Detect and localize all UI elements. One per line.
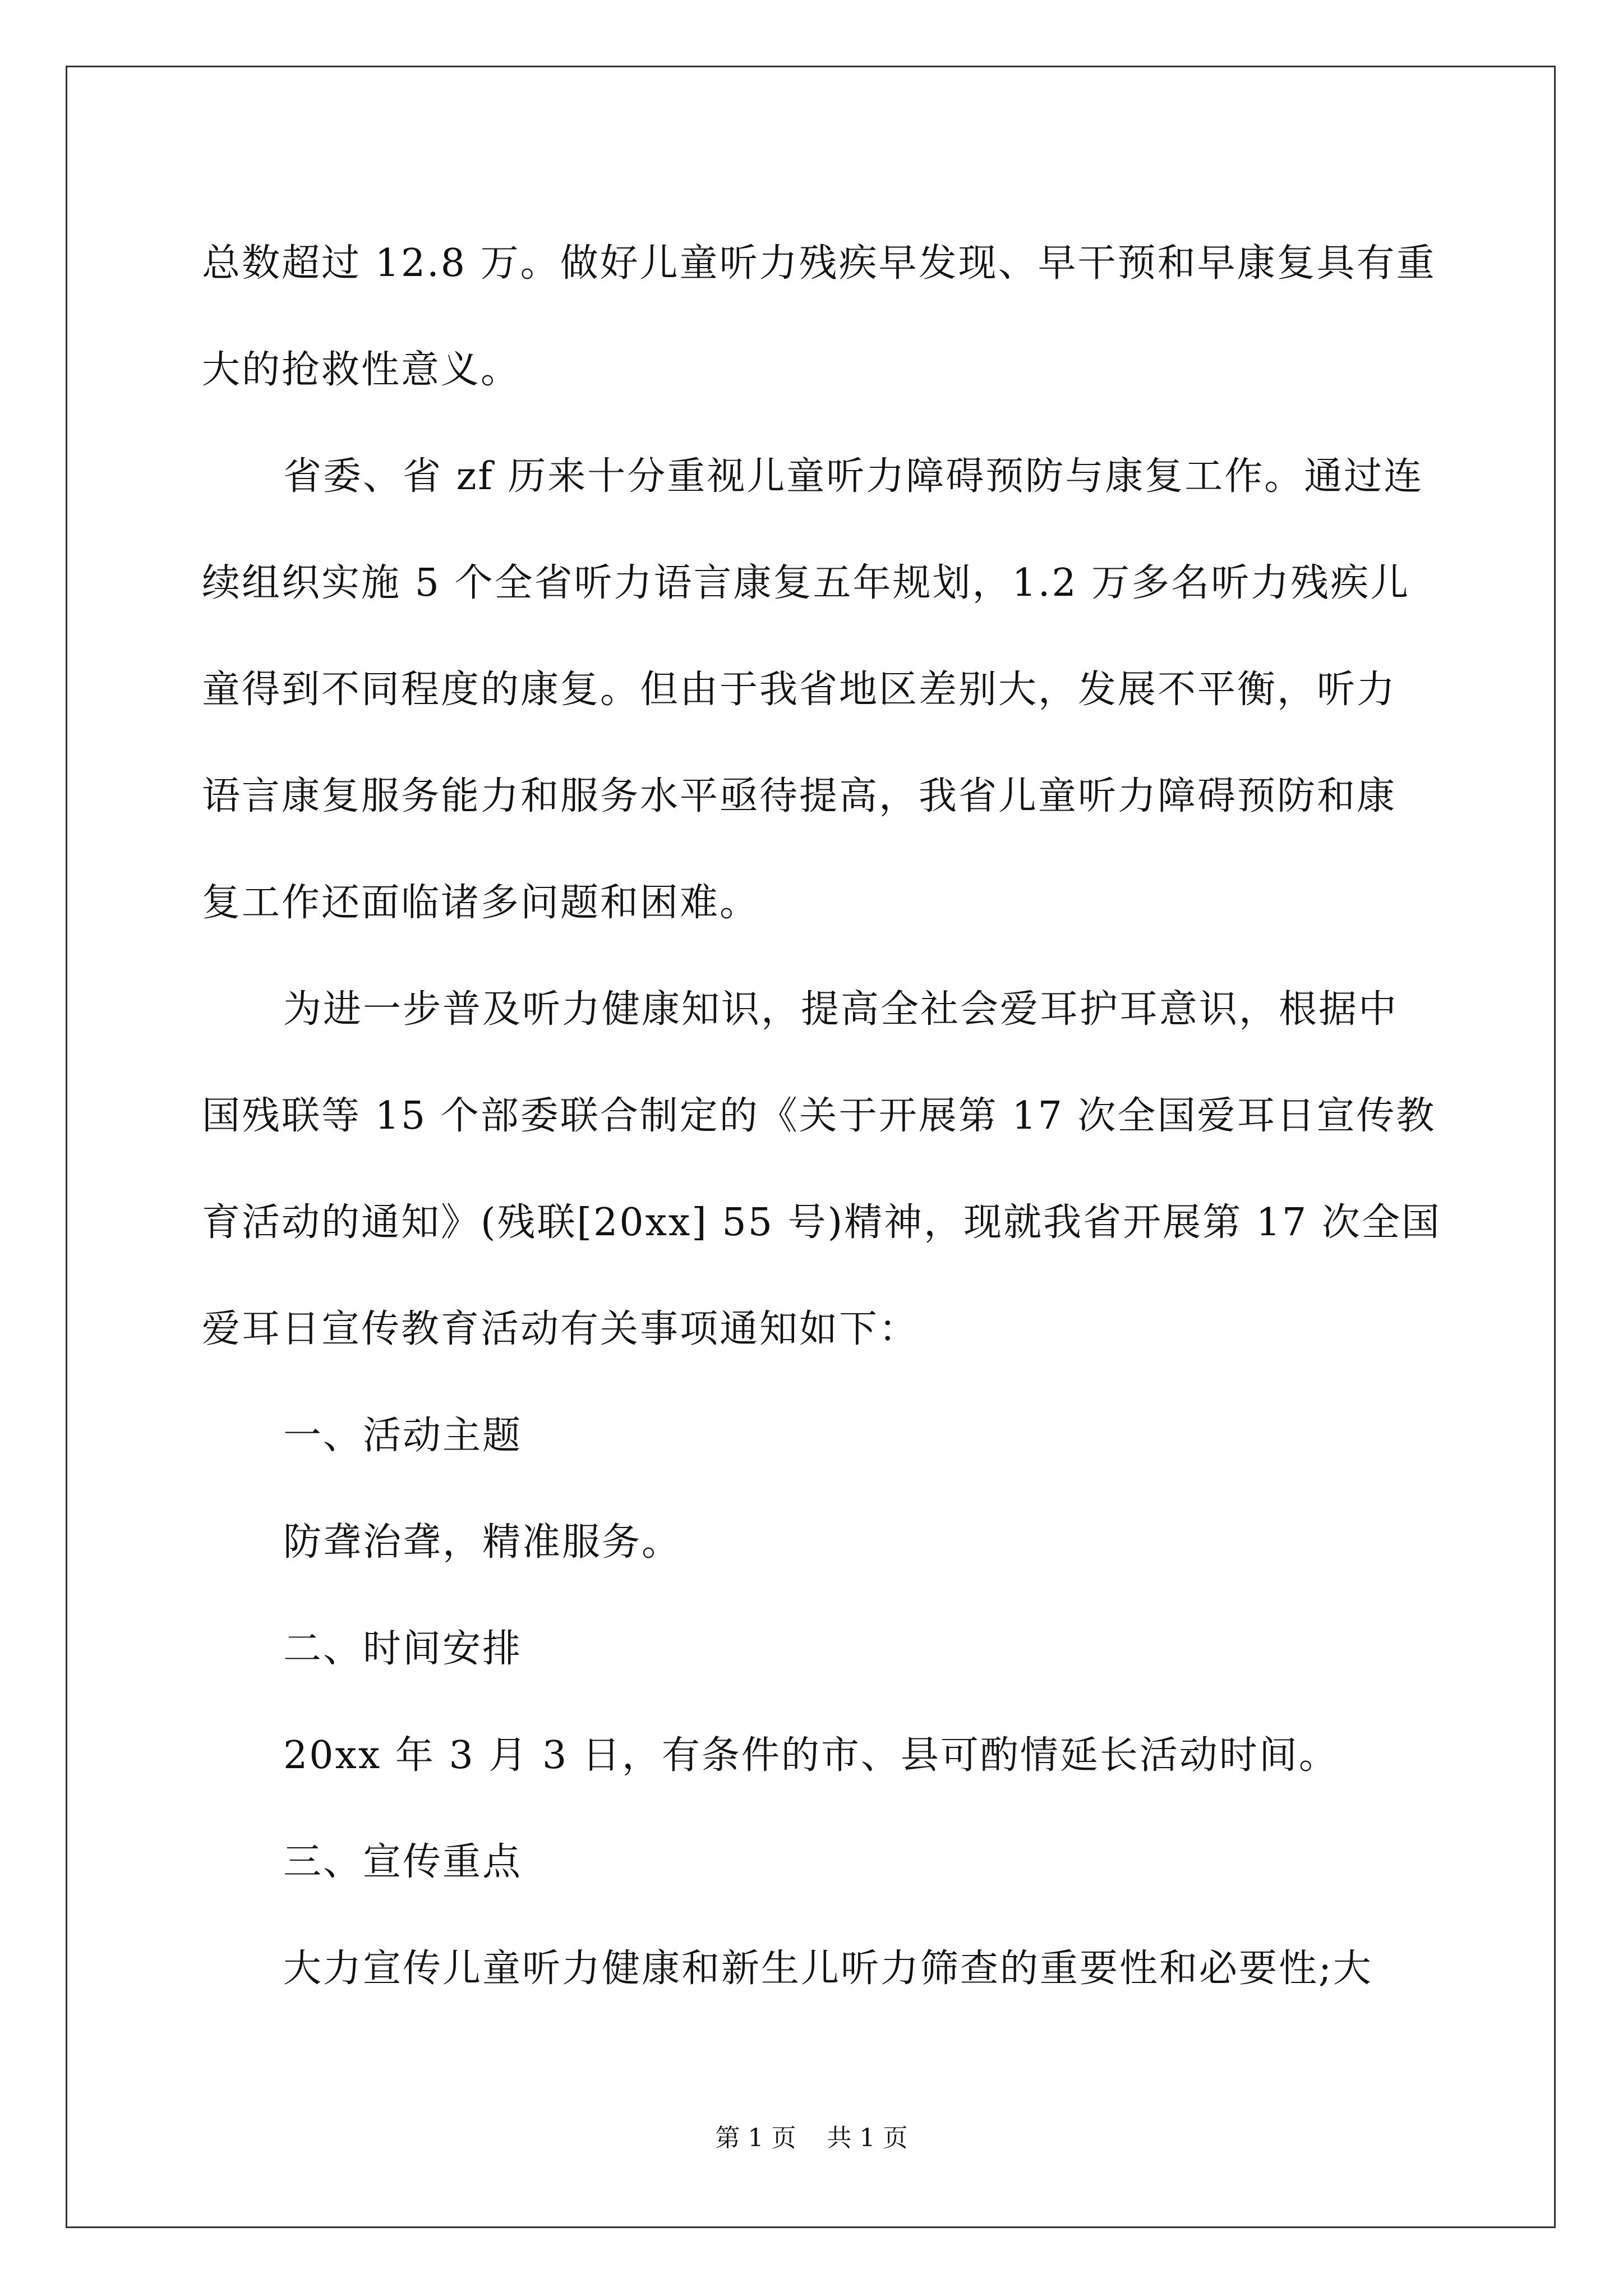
schedule-text: 20xx 年 3 月 3 日，有条件的市、县可酌情延长活动时间。	[283, 1733, 1339, 1778]
text-line: 大的抢救性意义。	[202, 348, 521, 392]
text-line: 童得到不同程度的康复。但由于我省地区差别大，发展不平衡，听力	[202, 668, 1397, 712]
text-line: 总数超过 12.8 万。做好儿童听力残疾早发现、早干预和早康复具有重	[202, 241, 1436, 286]
section-heading-schedule: 二、时间安排	[283, 1627, 523, 1671]
text-line: 复工作还面临诸多问题和困难。	[202, 881, 760, 925]
section-heading-theme: 一、活动主题	[283, 1414, 523, 1458]
section-heading-focus: 三、宣传重点	[283, 1840, 523, 1884]
page-footer	[0, 2118, 1623, 2154]
text-line: 爱耳日宣传教育活动有关事项通知如下：	[202, 1307, 919, 1351]
paragraph-start: 大力宣传儿童听力健康和新生儿听力筛查的重要性和必要性;大	[283, 1947, 1373, 1991]
document-body	[202, 210, 1441, 2022]
text-line: 国残联等 15 个部委联合制定的《关于开展第 17 次全国爱耳日宣传教	[202, 1094, 1436, 1138]
paragraph-start: 为进一步普及听力健康知识，提高全社会爱耳护耳意识，根据中	[283, 987, 1399, 1032]
page-number: 第 1 页	[715, 2124, 796, 2152]
text-line: 续组织实施 5 个全省听力语言康复五年规划，1.2 万多名听力残疾儿	[202, 561, 1410, 605]
theme-text: 防聋治聋，精准服务。	[283, 1520, 682, 1565]
page-total: 共 1 页	[827, 2124, 908, 2152]
paragraph-start: 省委、省 zf 历来十分重视儿童听力障碍预防与康复工作。通过连	[283, 454, 1424, 499]
text-line: 语言康复服务能力和服务水平亟待提高，我省儿童听力障碍预防和康	[202, 774, 1397, 818]
text-line: 育活动的通知》(残联[20xx] 55 号)精神，现就我省开展第 17 次全国	[202, 1200, 1441, 1245]
